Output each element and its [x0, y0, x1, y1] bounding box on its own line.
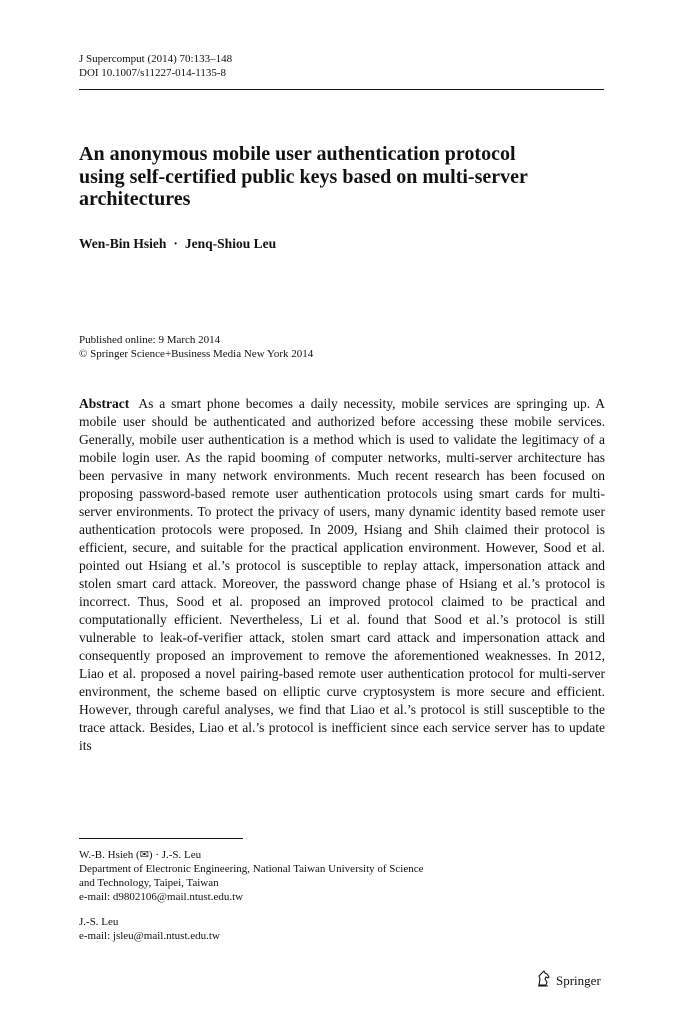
abstract	[79, 395, 605, 755]
paper-title	[79, 143, 599, 211]
title-line: An anonymous mobile user authentication protocol	[79, 143, 516, 165]
author-name: Jenq-Shiou Leu	[184, 236, 277, 251]
footnote-author: J.-S. Leu	[79, 916, 119, 928]
doi: DOI 10.1007/s11227-014-1135-8	[79, 67, 227, 79]
department-cont: and Technology, Taipei, Taiwan	[79, 877, 219, 889]
email: e-mail: d9802106@mail.ntust.edu.tw	[79, 891, 244, 903]
springer-horse-icon	[536, 970, 556, 991]
published-online: Published online: 9 March 2014	[79, 334, 221, 346]
author-name: Wen-Bin Hsieh	[79, 236, 167, 251]
department: Department of Electronic Engineering, National Taiwan University of Science	[79, 863, 424, 875]
springer-logo	[536, 970, 601, 991]
author-list	[79, 236, 276, 252]
author-separator: ·	[173, 236, 178, 251]
author-affiliation	[79, 848, 424, 904]
email: e-mail: jsleu@mail.ntust.edu.tw	[79, 930, 220, 942]
abstract-text: As a smart phone becomes a daily necessity, mobile services are springing up. A mobile user should be authenticated and authorized before accessing these mobile services. Generally, mobile user authentication is a method which is used to validate the legitimacy of a mobile login user. As the rapid booming of computer networks, multi-server architecture has been pervasive in many network environments. Much recent research has been focused on proposing password-based remote user authentication protocols using smart cards for multi-server environments. To protect the privacy of users, many dynamic identity based remote user authentication protocols were proposed. In 2009, Hsiang and Shih claimed their protocol is efficient, secure, and suitable for the practical application environment. However, Sood et al. pointed out Hsiang et al.’s protocol is susceptible to replay attack, impersonation attack and stolen smart card attack. Moreover, the password change phase of Hsiang et al.’s protocol is incorrect. Thus, Sood et al. proposed an improved protocol claimed to be practical and computationally efficient. Nevertheless, Li et al. found that Sood et al.’s protocol is still vulnerable to leak-of-verifier attack, stolen smart card attack and impersonation attack and consequently proposed an improvement to remove the aforementioned weaknesses. In 2012, Liao et al. proposed a novel pairing-based remote user authentication protocol for multi-server environment, the scheme based on elliptic curve cryptosystem is more secure and efficient. However, through careful analyses, we find that Liao et al.’s protocol is still susceptible to the trace attack. Besides, Liao et al.’s protocol is inefficient since each service server has to update its	[79, 396, 606, 753]
copyright: © Springer Science+Business Media New York 2014	[79, 348, 314, 360]
publisher-name: Springer	[556, 972, 601, 988]
header-rule	[79, 89, 604, 90]
publication-info	[79, 333, 313, 361]
title-line: architectures	[79, 188, 191, 210]
journal-header	[79, 52, 232, 80]
abstract-label: Abstract	[79, 396, 130, 411]
footnote-authors: W.-B. Hsieh (✉) · J.-S. Leu	[79, 849, 202, 861]
footnote-rule	[79, 838, 243, 839]
title-line: using self-certified public keys based on multi-server	[79, 165, 528, 188]
author-contact	[79, 915, 220, 943]
journal-citation: J Supercomput (2014) 70:133–148	[79, 53, 233, 65]
